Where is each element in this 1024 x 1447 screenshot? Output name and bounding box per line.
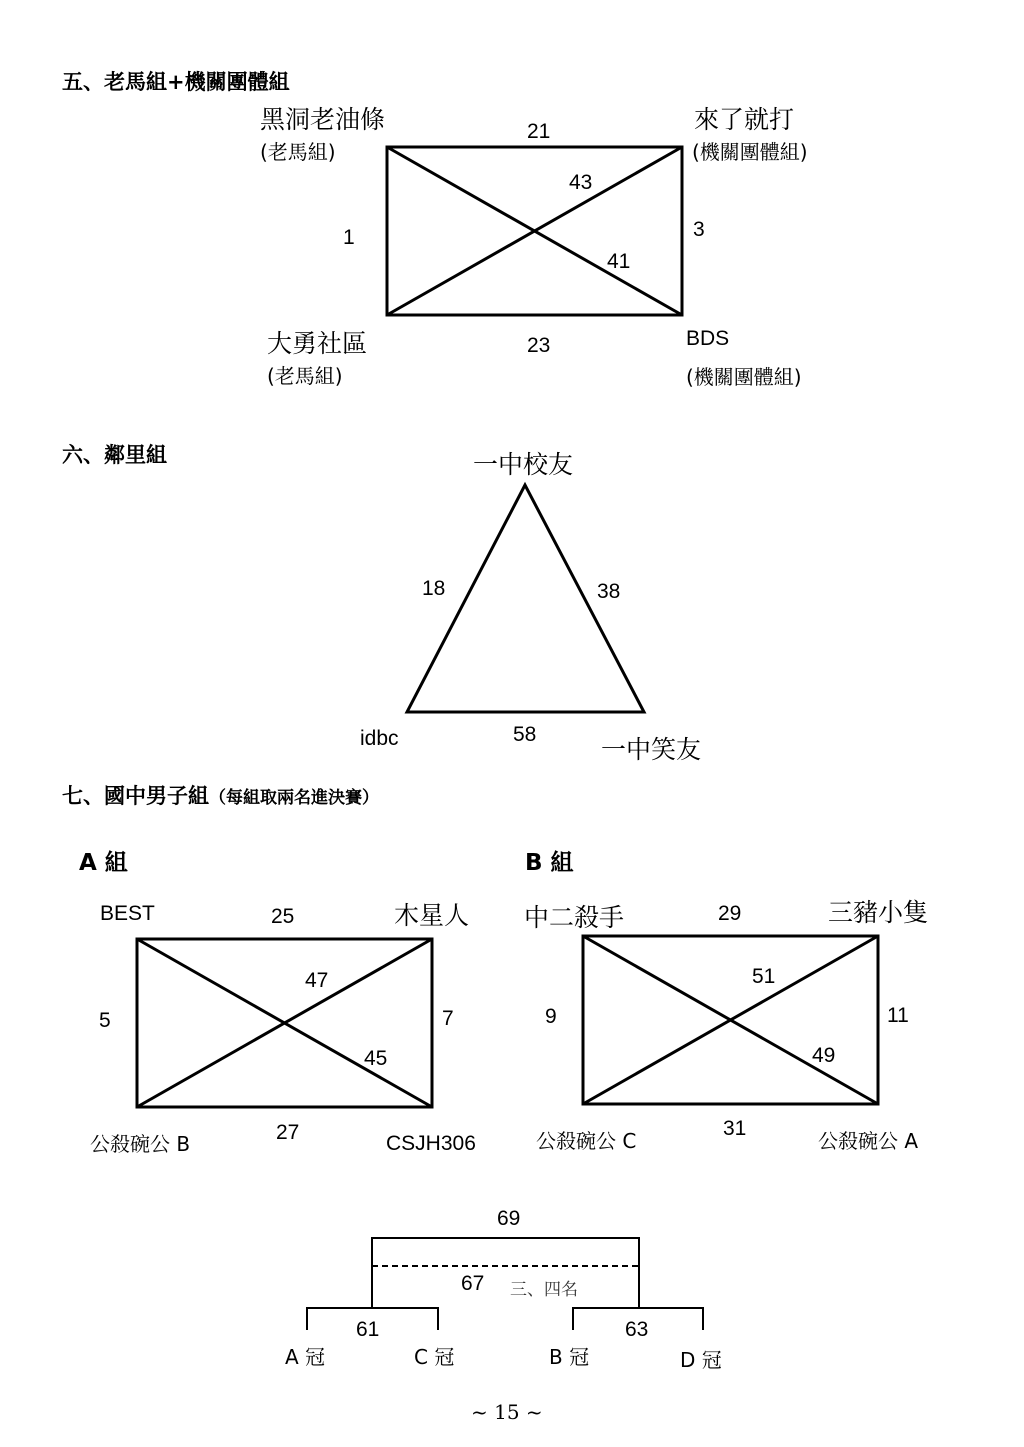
bracket-slot-d: D 冠 xyxy=(680,1348,722,1372)
group-b-match-left: 9 xyxy=(545,1005,557,1028)
group-a-team-top-right: 木星人 xyxy=(394,901,470,930)
section7-heading xyxy=(62,780,379,810)
bracket-final-match: 69 xyxy=(497,1207,521,1230)
group-a-match-top: 25 xyxy=(271,905,295,928)
team-top-right-name: 來了就打 xyxy=(694,105,795,134)
match-right: 38 xyxy=(597,580,621,603)
match-bottom: 23 xyxy=(527,334,551,357)
team-top-left-group: (老馬組) xyxy=(260,140,336,164)
match-right: 3 xyxy=(693,218,705,241)
bracket-third-place-label: 三、四名 xyxy=(510,1280,578,1300)
bracket-semi-right: 63 xyxy=(625,1318,649,1341)
match-left: 1 xyxy=(343,226,355,249)
team-bottom-left: idbc xyxy=(360,727,399,750)
section5-heading: 五、老馬組+機關團體組 xyxy=(62,70,290,94)
section7-title: 七、國中男子組 xyxy=(62,784,209,808)
group-b-label: B 組 xyxy=(525,850,574,876)
group-b-match-bottom: 31 xyxy=(723,1117,747,1140)
team-bottom-right-name: BDS xyxy=(686,327,730,350)
team-top: 一中校友 xyxy=(473,450,574,479)
group-a-team-top-left: BEST xyxy=(100,902,155,925)
group-b-team-top-left: 中二殺手 xyxy=(524,903,625,932)
final-bracket xyxy=(307,1238,703,1330)
team-top-right-group: (機關團體組) xyxy=(692,140,808,164)
group-a-match-bottom: 27 xyxy=(276,1121,300,1144)
group-b-team-bottom-left: 公殺碗公 C xyxy=(536,1129,637,1153)
bracket-semi-left: 61 xyxy=(356,1318,380,1341)
group-a-match-left: 5 xyxy=(99,1009,111,1032)
team-bottom-left-group: (老馬組) xyxy=(267,364,343,388)
match-diag-up: 43 xyxy=(569,171,593,194)
page-number: ~ 15 ~ xyxy=(471,1400,543,1424)
group-b-match-right: 11 xyxy=(887,1004,909,1027)
bracket-third-place-match: 67 xyxy=(461,1272,485,1295)
group-a-rect-diagram xyxy=(137,939,432,1107)
team-bottom-right: 一中笑友 xyxy=(601,735,702,764)
bracket-slot-b: B 冠 xyxy=(549,1345,590,1369)
section6-heading: 六、鄰里組 xyxy=(62,443,167,467)
team-top-left-name: 黑洞老油條 xyxy=(260,105,386,134)
group-a-team-bottom-right: CSJH306 xyxy=(386,1132,476,1155)
group-b-team-top-right: 三豬小隻 xyxy=(828,898,929,927)
match-bottom: 58 xyxy=(513,723,537,746)
group-b-match-top: 29 xyxy=(718,902,742,925)
group-b-match-diag-down: 49 xyxy=(812,1044,836,1067)
team-bottom-left-name: 大勇社區 xyxy=(267,329,368,358)
match-left: 18 xyxy=(422,577,446,600)
bracket-slot-a: A 冠 xyxy=(285,1345,326,1369)
group-a-match-right: 7 xyxy=(442,1007,454,1030)
group-a-match-diag-up: 47 xyxy=(305,969,329,992)
match-top: 21 xyxy=(527,120,551,143)
bracket-slot-c: C 冠 xyxy=(414,1345,455,1369)
group-a-match-diag-down: 45 xyxy=(364,1047,388,1070)
group-a-team-bottom-left: 公殺碗公 B xyxy=(90,1132,191,1156)
team-bottom-right-group: (機關團體組) xyxy=(686,365,802,389)
group-b-team-bottom-right: 公殺碗公 A xyxy=(818,1129,919,1153)
match-diag-down: 41 xyxy=(607,250,631,273)
group-b-rect-diagram xyxy=(583,936,878,1104)
section7-note: （每組取兩名進決賽） xyxy=(209,788,379,808)
section5-rect-diagram xyxy=(387,147,682,315)
group-b-match-diag-up: 51 xyxy=(752,965,776,988)
group-a-label: A 組 xyxy=(79,850,128,876)
